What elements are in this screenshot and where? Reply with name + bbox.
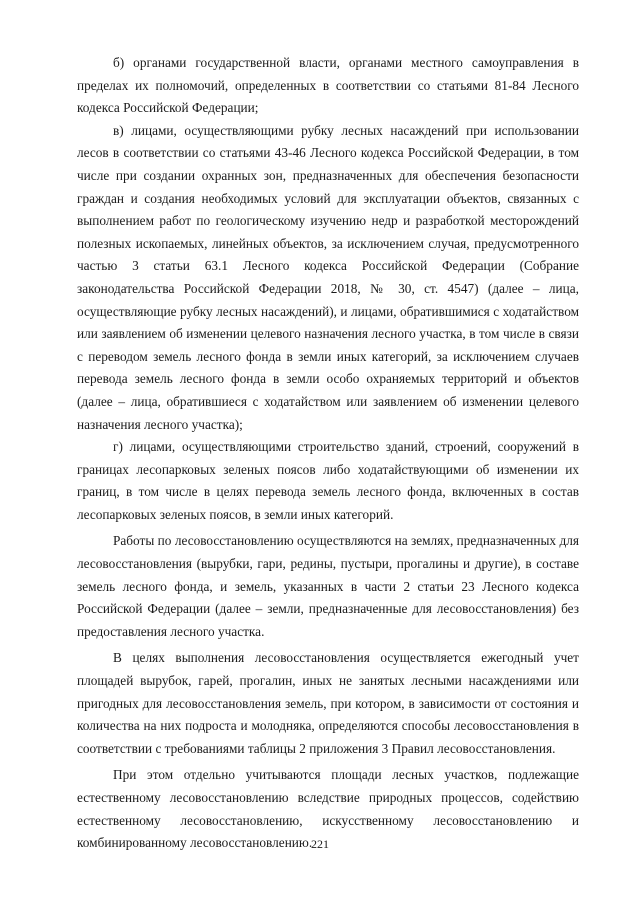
paragraph-b: б) органами государственной власти, органами местного самоуправления в пределах их полномочий, определенных в соответствии со статьями 81-84 Лесного кодекса Российской Федерации; [77, 55, 579, 116]
paragraph-separately: При этом отдельно учитываются площади лесных участков, подлежащие естественному лесовосстановлению вследствие природных процессов, содействию естественному лесовосстановлению, искусственному лесовосстановлению и комбинированному лесовосстановлению. [77, 767, 579, 851]
paragraph-accounting: В целях выполнения лесовосстановления осуществляется ежегодный учет площадей вырубок, гарей, прогалин, иных не занятых лесными насаждениями или пригодных для лесовосстановления земель, при котором, в зависимости от состояния и количества на них подроста и молодняка, определяются способы лесовосстановления в соответствии с требованиями таблицы 2 приложения 3 Правил лесовосстановления. [77, 650, 579, 756]
paragraph-v: в) лицами, осуществляющими рубку лесных насаждений при использовании лесов в соответствии со статьями 43-46 Лесного кодекса Российской Федерации, в том числе при создании охранных зон, предназначенных для обеспечения безопасности граждан и создания необходимых условий для эксплуатации объектов, связанных с выполнением работ по геологическому изучению недр и разработкой месторождений полезных ископаемых, линейных объектов, за исключением случая, предусмотренного частью 3 статьи 63.1 Лесного кодекса Российской Федерации (Собрание законодательства Российской Федерации 2018, № 30, ст. 4547) (далее – лица, осуществляющие рубку лесных насаждений), и лицами, обратившимися с ходатайством или заявлением об изменении целевого назначения лесного участка, в том числе в связи с переводом земель лесного фонда в земли иных категорий, за исключением случаев перевода земель лесного фонда в земли особо охраняемых территорий и объектов (далее – лица, обратившиеся с ходатайством или заявлением об изменении целевого назначения лесного участка); [77, 122, 579, 432]
document-body [77, 52, 579, 855]
page-number: 221 [311, 837, 329, 851]
paragraph-g: г) лицами, осуществляющими строительство зданий, строений, сооружений в границах лесопарковых зеленых поясов либо ходатайствующими об изменении их границ, в том числе в целях перевода земель лесного фонда, включенных в состав лесопарковых зеленых поясов, в земли иных категорий. [77, 439, 579, 522]
paragraph-works: Работы по лесовосстановлению осуществляются на землях, предназначенных для лесовосстановления (вырубки, гари, редины, пустыри, прогалины и другие), в составе земель лесного фонда, и земель, указанных в части 2 статьи 23 Лесного кодекса Российской Федерации (далее – земли, предназначенные для лесовосстановления) без предоставления лесного участка. [77, 533, 579, 639]
